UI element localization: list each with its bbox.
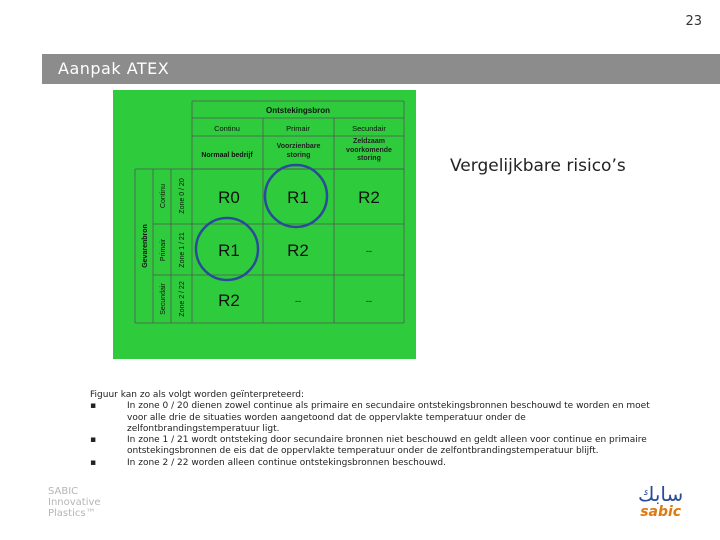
cell-r3-c3: -- (366, 296, 372, 306)
sabic-logo-arabic: سابك (638, 482, 684, 506)
row-label-continu: Continu (160, 183, 167, 209)
row-label-secundair: Secundair (160, 283, 167, 315)
description-item (90, 458, 650, 469)
cell-r2-c2: R2 (287, 241, 309, 260)
logo-line: SABIC (48, 486, 79, 497)
risk-matrix (113, 90, 416, 359)
logo-line: Plastics™ (48, 508, 96, 519)
row-label-primair: Primair (160, 238, 167, 262)
cell-r3-c1: R2 (218, 291, 240, 310)
logo-line: Innovative (48, 497, 101, 508)
col-header-continu: Continu (214, 124, 240, 133)
description-item (90, 435, 650, 458)
cell-r1-c2: R1 (287, 188, 309, 207)
normaal-bedrijf-label: Normaal bedrijf (201, 152, 253, 159)
zone-label-1-21: Zone 1 / 21 (179, 232, 186, 268)
sabic-innovative-plastics-logo (48, 486, 101, 519)
bullet: ▪ (90, 457, 97, 468)
description-intro: Figuur kan zo als volgt worden geïnterpreteerd: (90, 390, 305, 400)
matrix-header: Ontstekingsbron (265, 106, 331, 115)
cell-r2-c3: -- (366, 246, 372, 256)
subheader-zeldzaam: Zeldzaam voorkomende storing (346, 138, 392, 162)
description (90, 390, 650, 469)
col-header-secundair: Secundair (352, 124, 386, 133)
cell-r2-c1: R1 (218, 241, 240, 260)
description-item (90, 401, 650, 435)
description-item-text: In zone 1 / 21 wordt ontsteking door secundaire bronnen niet beschouwd en geldt alleen voor continue en primaire ontstekingsbronnen de eis dat de oppervlakte temperatuur onder de zelfontbrandingstemperatuur blijft. (127, 435, 647, 457)
bullet: ▪ (90, 401, 97, 412)
cell-r3-c2: -- (295, 296, 301, 306)
cell-r1-c1: R0 (218, 188, 240, 207)
bullet: ▪ (90, 435, 97, 446)
sabic-logo (638, 484, 683, 520)
cell-r1-c3: R2 (358, 188, 380, 207)
slide-title: Aanpak ATEX (58, 59, 170, 78)
title-bar (42, 54, 720, 84)
subheader-voorzienbare: Voorzienbare storing (276, 143, 321, 159)
description-item-text: In zone 2 / 22 worden alleen continue ontstekingsbronnen beschouwd. (127, 457, 446, 468)
risk-matrix-svg (113, 90, 416, 359)
comparable-risks-subtitle: Vergelijkbare risico’s (450, 156, 626, 176)
col-header-primair: Primair (286, 124, 310, 133)
row-group-label: Gevarenbron (142, 224, 149, 268)
sabic-logo-latin: sabic (640, 504, 682, 520)
description-item-text: In zone 0 / 20 dienen zowel continue als primaire en secundaire ontstekingsbronnen beschouwd te worden en moet voor alle drie de situaties worden aangetoond dat de oppervlakte temperatuur onder de zelfontbrandingstemperatuur ligt. (127, 401, 650, 434)
zone-label-0-20: Zone 0 / 20 (179, 178, 186, 214)
page-number: 23 (685, 14, 702, 29)
zone-label-2-22: Zone 2 / 22 (179, 281, 186, 317)
